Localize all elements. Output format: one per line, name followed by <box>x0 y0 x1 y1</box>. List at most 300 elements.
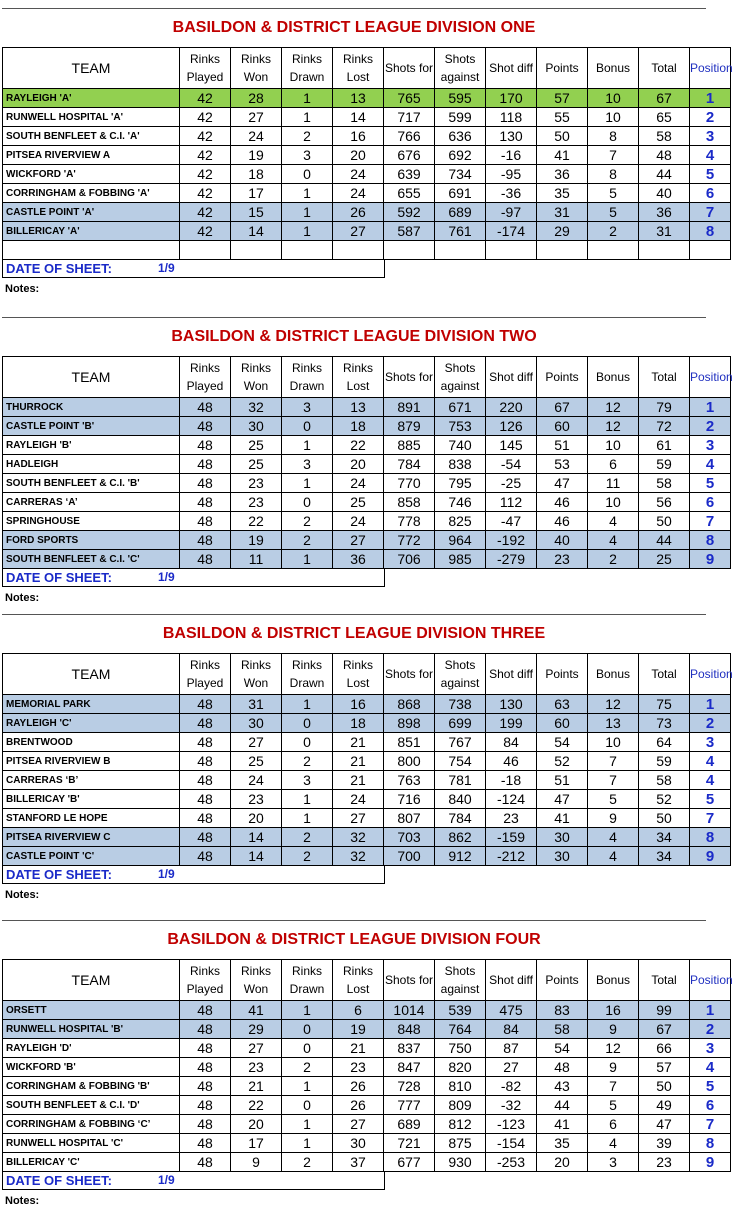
won-cell: 24 <box>231 771 282 790</box>
bonus-cell: 10 <box>588 493 639 512</box>
points-cell: 23 <box>537 550 588 569</box>
bonus-cell: 4 <box>588 847 639 866</box>
drawn-cell: 1 <box>282 1134 333 1153</box>
header-row <box>3 357 731 398</box>
date-of-sheet-label: DATE OF SHEET: <box>6 867 112 882</box>
drawn-cell: 3 <box>282 146 333 165</box>
table-row <box>3 89 731 108</box>
total-cell: 72 <box>639 417 690 436</box>
won-cell: 21 <box>231 1077 282 1096</box>
won-cell: 17 <box>231 184 282 203</box>
team-name-cell: FORD SPORTS <box>3 531 180 550</box>
position-cell: 2 <box>690 108 731 127</box>
diff-cell: -16 <box>486 146 537 165</box>
position-cell: 6 <box>690 1096 731 1115</box>
division-section <box>2 920 733 1214</box>
played-cell: 48 <box>180 474 231 493</box>
table-row <box>3 512 731 531</box>
header-points: Points <box>537 960 588 1001</box>
standings-table <box>2 959 731 1172</box>
lost-cell: 32 <box>333 847 384 866</box>
bonus-cell: 5 <box>588 203 639 222</box>
total-cell: 34 <box>639 847 690 866</box>
won-cell: 14 <box>231 847 282 866</box>
lost-cell: 22 <box>333 436 384 455</box>
diff-cell: 27 <box>486 1058 537 1077</box>
bonus-cell: 12 <box>588 1039 639 1058</box>
won-cell: 23 <box>231 493 282 512</box>
header-team: TEAM <box>3 357 180 398</box>
sagainst-cell: 781 <box>435 771 486 790</box>
won-cell: 20 <box>231 1115 282 1134</box>
bonus-cell: 10 <box>588 436 639 455</box>
sagainst-cell: 930 <box>435 1153 486 1172</box>
team-name-cell: RAYLEIGH 'B' <box>3 436 180 455</box>
lost-cell: 19 <box>333 1020 384 1039</box>
diff-cell: -279 <box>486 550 537 569</box>
played-cell: 48 <box>180 752 231 771</box>
header-rinks-drawn: Rinks Drawn <box>282 357 333 398</box>
played-cell: 48 <box>180 809 231 828</box>
sfor-cell: 837 <box>384 1039 435 1058</box>
total-cell: 75 <box>639 695 690 714</box>
header-rinks-drawn: Rinks Drawn <box>282 48 333 89</box>
total-cell: 58 <box>639 127 690 146</box>
division-title: BASILDON & DISTRICT LEAGUE DIVISION FOUR <box>167 931 541 948</box>
total-cell: 50 <box>639 1077 690 1096</box>
sagainst-cell: 795 <box>435 474 486 493</box>
sfor-cell: 763 <box>384 771 435 790</box>
table-row <box>3 1039 731 1058</box>
header-shots-for: Shots for <box>384 960 435 1001</box>
header-rinks-lost: Rinks Lost <box>333 960 384 1001</box>
notes-label: Notes: <box>5 889 40 901</box>
sagainst-cell: 812 <box>435 1115 486 1134</box>
won-cell: 19 <box>231 531 282 550</box>
total-cell: 47 <box>639 1115 690 1134</box>
won-cell: 30 <box>231 417 282 436</box>
sagainst-cell: 692 <box>435 146 486 165</box>
total-cell: 36 <box>639 203 690 222</box>
header-total: Total <box>639 48 690 89</box>
sfor-cell: 847 <box>384 1058 435 1077</box>
points-cell: 41 <box>537 809 588 828</box>
diff-cell: 220 <box>486 398 537 417</box>
lost-cell: 27 <box>333 1115 384 1134</box>
header-total: Total <box>639 960 690 1001</box>
sagainst-cell: 825 <box>435 512 486 531</box>
total-cell: 79 <box>639 398 690 417</box>
blank-cell <box>690 241 731 260</box>
played-cell: 48 <box>180 695 231 714</box>
lost-cell: 27 <box>333 809 384 828</box>
total-cell: 31 <box>639 222 690 241</box>
played-cell: 48 <box>180 1058 231 1077</box>
sagainst-cell: 810 <box>435 1077 486 1096</box>
header-shots-for: Shots for <box>384 654 435 695</box>
bonus-cell: 16 <box>588 1001 639 1020</box>
header-row <box>3 960 731 1001</box>
sfor-cell: 676 <box>384 146 435 165</box>
standings-table <box>2 47 731 260</box>
points-cell: 83 <box>537 1001 588 1020</box>
diff-cell: 112 <box>486 493 537 512</box>
drawn-cell: 1 <box>282 1001 333 1020</box>
sfor-cell: 777 <box>384 1096 435 1115</box>
standings-table <box>2 356 731 569</box>
bonus-cell: 4 <box>588 512 639 531</box>
won-cell: 27 <box>231 733 282 752</box>
bonus-cell: 7 <box>588 146 639 165</box>
drawn-cell: 2 <box>282 847 333 866</box>
table-row <box>3 828 731 847</box>
diff-cell: -174 <box>486 222 537 241</box>
won-cell: 15 <box>231 203 282 222</box>
sagainst-cell: 689 <box>435 203 486 222</box>
position-cell: 6 <box>690 184 731 203</box>
position-cell: 3 <box>690 436 731 455</box>
header-rinks-lost: Rinks Lost <box>333 654 384 695</box>
date-of-sheet-value: 1/9 <box>158 570 175 584</box>
drawn-cell: 1 <box>282 1115 333 1134</box>
played-cell: 48 <box>180 733 231 752</box>
won-cell: 11 <box>231 550 282 569</box>
points-cell: 30 <box>537 847 588 866</box>
played-cell: 48 <box>180 1153 231 1172</box>
team-name-cell: STANFORD LE HOPE <box>3 809 180 828</box>
sfor-cell: 639 <box>384 165 435 184</box>
header-position: Position <box>690 654 731 695</box>
diff-cell: -124 <box>486 790 537 809</box>
header-bonus: Bonus <box>588 654 639 695</box>
played-cell: 48 <box>180 1077 231 1096</box>
position-cell: 7 <box>690 809 731 828</box>
won-cell: 14 <box>231 828 282 847</box>
sagainst-cell: 753 <box>435 417 486 436</box>
table-row <box>3 847 731 866</box>
team-name-cell: PITSEA RIVERVIEW B <box>3 752 180 771</box>
date-of-sheet-row <box>2 260 385 278</box>
sfor-cell: 807 <box>384 809 435 828</box>
drawn-cell: 1 <box>282 550 333 569</box>
header-points: Points <box>537 48 588 89</box>
drawn-cell: 0 <box>282 493 333 512</box>
team-name-cell: RUNWELL HOSPITAL 'B' <box>3 1020 180 1039</box>
sagainst-cell: 738 <box>435 695 486 714</box>
table-row <box>3 398 731 417</box>
table-row <box>3 417 731 436</box>
header-shot-diff: Shot diff <box>486 654 537 695</box>
sfor-cell: 898 <box>384 714 435 733</box>
lost-cell: 21 <box>333 752 384 771</box>
table-row <box>3 790 731 809</box>
team-name-cell: PITSEA RIVERVIEW C <box>3 828 180 847</box>
position-cell: 4 <box>690 1058 731 1077</box>
header-rinks-played: Rinks Played <box>180 48 231 89</box>
drawn-cell: 1 <box>282 474 333 493</box>
drawn-cell: 1 <box>282 89 333 108</box>
sagainst-cell: 985 <box>435 550 486 569</box>
bonus-cell: 11 <box>588 474 639 493</box>
points-cell: 60 <box>537 417 588 436</box>
table-row <box>3 1020 731 1039</box>
notes-label: Notes: <box>5 283 40 295</box>
diff-cell: -82 <box>486 1077 537 1096</box>
played-cell: 42 <box>180 127 231 146</box>
team-name-cell: RAYLEIGH 'D' <box>3 1039 180 1058</box>
team-name-cell: RUNWELL HOSPITAL 'C' <box>3 1134 180 1153</box>
header-position: Position <box>690 357 731 398</box>
sagainst-cell: 599 <box>435 108 486 127</box>
team-name-cell: PITSEA RIVERVIEW A <box>3 146 180 165</box>
points-cell: 57 <box>537 89 588 108</box>
lost-cell: 20 <box>333 455 384 474</box>
played-cell: 48 <box>180 790 231 809</box>
lost-cell: 37 <box>333 1153 384 1172</box>
played-cell: 42 <box>180 89 231 108</box>
total-cell: 58 <box>639 474 690 493</box>
date-of-sheet-value: 1/9 <box>158 261 175 275</box>
sfor-cell: 703 <box>384 828 435 847</box>
played-cell: 42 <box>180 184 231 203</box>
played-cell: 48 <box>180 550 231 569</box>
total-cell: 34 <box>639 828 690 847</box>
sfor-cell: 885 <box>384 436 435 455</box>
header-rinks-played: Rinks Played <box>180 960 231 1001</box>
played-cell: 48 <box>180 436 231 455</box>
sagainst-cell: 820 <box>435 1058 486 1077</box>
standings-table <box>2 653 731 866</box>
points-cell: 52 <box>537 752 588 771</box>
team-name-cell: SOUTH BENFLEET & C.I. 'A' <box>3 127 180 146</box>
bonus-cell: 6 <box>588 1115 639 1134</box>
played-cell: 42 <box>180 203 231 222</box>
table-row <box>3 1001 731 1020</box>
total-cell: 61 <box>639 436 690 455</box>
header-rinks-played: Rinks Played <box>180 357 231 398</box>
drawn-cell: 1 <box>282 108 333 127</box>
position-cell: 5 <box>690 474 731 493</box>
won-cell: 27 <box>231 108 282 127</box>
won-cell: 25 <box>231 752 282 771</box>
header-rinks-drawn: Rinks Drawn <box>282 960 333 1001</box>
table-row <box>3 436 731 455</box>
position-cell: 4 <box>690 455 731 474</box>
diff-cell: -36 <box>486 184 537 203</box>
sfor-cell: 778 <box>384 512 435 531</box>
won-cell: 32 <box>231 398 282 417</box>
played-cell: 48 <box>180 398 231 417</box>
header-points: Points <box>537 654 588 695</box>
lost-cell: 13 <box>333 89 384 108</box>
position-cell: 3 <box>690 127 731 146</box>
diff-cell: 46 <box>486 752 537 771</box>
won-cell: 27 <box>231 1039 282 1058</box>
header-rinks-won: Rinks Won <box>231 960 282 1001</box>
table-row <box>3 203 731 222</box>
played-cell: 42 <box>180 165 231 184</box>
header-bonus: Bonus <box>588 960 639 1001</box>
table-row <box>3 1153 731 1172</box>
total-cell: 48 <box>639 146 690 165</box>
diff-cell: -47 <box>486 512 537 531</box>
header-shots-against: Shots against <box>435 960 486 1001</box>
played-cell: 48 <box>180 714 231 733</box>
team-name-cell: SPRINGHOUSE <box>3 512 180 531</box>
header-shots-against: Shots against <box>435 654 486 695</box>
lost-cell: 24 <box>333 790 384 809</box>
lost-cell: 36 <box>333 550 384 569</box>
blank-cell <box>3 241 180 260</box>
diff-cell: -97 <box>486 203 537 222</box>
drawn-cell: 3 <box>282 455 333 474</box>
total-cell: 58 <box>639 771 690 790</box>
bonus-cell: 12 <box>588 417 639 436</box>
points-cell: 67 <box>537 398 588 417</box>
position-cell: 5 <box>690 790 731 809</box>
date-of-sheet-row <box>2 866 385 884</box>
diff-cell: -192 <box>486 531 537 550</box>
points-cell: 31 <box>537 203 588 222</box>
lost-cell: 20 <box>333 146 384 165</box>
position-cell: 8 <box>690 828 731 847</box>
sfor-cell: 800 <box>384 752 435 771</box>
points-cell: 46 <box>537 493 588 512</box>
table-row <box>3 222 731 241</box>
table-row <box>3 493 731 512</box>
header-bonus: Bonus <box>588 48 639 89</box>
table-row <box>3 531 731 550</box>
points-cell: 44 <box>537 1096 588 1115</box>
total-cell: 66 <box>639 1039 690 1058</box>
position-cell: 7 <box>690 512 731 531</box>
sfor-cell: 858 <box>384 493 435 512</box>
points-cell: 51 <box>537 436 588 455</box>
played-cell: 48 <box>180 1020 231 1039</box>
lost-cell: 13 <box>333 398 384 417</box>
total-cell: 50 <box>639 512 690 531</box>
position-cell: 8 <box>690 1134 731 1153</box>
points-cell: 60 <box>537 714 588 733</box>
header-row <box>3 48 731 89</box>
header-rinks-lost: Rinks Lost <box>333 48 384 89</box>
diff-cell: -212 <box>486 847 537 866</box>
sagainst-cell: 750 <box>435 1039 486 1058</box>
blank-cell <box>435 241 486 260</box>
bonus-cell: 9 <box>588 809 639 828</box>
won-cell: 24 <box>231 127 282 146</box>
lost-cell: 24 <box>333 165 384 184</box>
drawn-cell: 2 <box>282 127 333 146</box>
bonus-cell: 8 <box>588 127 639 146</box>
blank-cell <box>537 241 588 260</box>
bonus-cell: 9 <box>588 1020 639 1039</box>
sfor-cell: 891 <box>384 398 435 417</box>
team-name-cell: CORRINGHAM & FOBBING 'A' <box>3 184 180 203</box>
sagainst-cell: 754 <box>435 752 486 771</box>
drawn-cell: 2 <box>282 828 333 847</box>
sagainst-cell: 740 <box>435 436 486 455</box>
diff-cell: 118 <box>486 108 537 127</box>
position-cell: 4 <box>690 771 731 790</box>
date-of-sheet-label: DATE OF SHEET: <box>6 261 112 276</box>
lost-cell: 14 <box>333 108 384 127</box>
sagainst-cell: 838 <box>435 455 486 474</box>
diff-cell: -18 <box>486 771 537 790</box>
bonus-cell: 4 <box>588 1134 639 1153</box>
points-cell: 54 <box>537 1039 588 1058</box>
lost-cell: 24 <box>333 184 384 203</box>
team-name-cell: RAYLEIGH 'A' <box>3 89 180 108</box>
header-shots-for: Shots for <box>384 48 435 89</box>
notes-label: Notes: <box>5 592 40 604</box>
played-cell: 48 <box>180 512 231 531</box>
lost-cell: 27 <box>333 531 384 550</box>
header-team: TEAM <box>3 48 180 89</box>
sfor-cell: 587 <box>384 222 435 241</box>
sfor-cell: 879 <box>384 417 435 436</box>
date-of-sheet-row <box>2 1172 385 1190</box>
header-rinks-played: Rinks Played <box>180 654 231 695</box>
lost-cell: 21 <box>333 733 384 752</box>
date-of-sheet-label: DATE OF SHEET: <box>6 570 112 585</box>
sfor-cell: 592 <box>384 203 435 222</box>
header-bonus: Bonus <box>588 357 639 398</box>
position-cell: 2 <box>690 1020 731 1039</box>
header-rinks-won: Rinks Won <box>231 654 282 695</box>
played-cell: 48 <box>180 828 231 847</box>
sagainst-cell: 912 <box>435 847 486 866</box>
drawn-cell: 1 <box>282 222 333 241</box>
sfor-cell: 677 <box>384 1153 435 1172</box>
diff-cell: -54 <box>486 455 537 474</box>
table-row <box>3 1077 731 1096</box>
position-cell: 6 <box>690 493 731 512</box>
header-points: Points <box>537 357 588 398</box>
total-cell: 49 <box>639 1096 690 1115</box>
sagainst-cell: 767 <box>435 733 486 752</box>
diff-cell: 126 <box>486 417 537 436</box>
diff-cell: 145 <box>486 436 537 455</box>
drawn-cell: 2 <box>282 1153 333 1172</box>
played-cell: 42 <box>180 222 231 241</box>
won-cell: 20 <box>231 809 282 828</box>
position-cell: 4 <box>690 146 731 165</box>
won-cell: 25 <box>231 455 282 474</box>
diff-cell: -95 <box>486 165 537 184</box>
drawn-cell: 1 <box>282 1077 333 1096</box>
blank-cell <box>282 241 333 260</box>
division-section <box>2 614 733 908</box>
diff-cell: -253 <box>486 1153 537 1172</box>
sagainst-cell: 734 <box>435 165 486 184</box>
sagainst-cell: 746 <box>435 493 486 512</box>
diff-cell: 170 <box>486 89 537 108</box>
table-row <box>3 550 731 569</box>
sagainst-cell: 699 <box>435 714 486 733</box>
header-team: TEAM <box>3 654 180 695</box>
bonus-cell: 7 <box>588 1077 639 1096</box>
bonus-cell: 6 <box>588 455 639 474</box>
header-rinks-won: Rinks Won <box>231 357 282 398</box>
sfor-cell: 765 <box>384 89 435 108</box>
team-name-cell: RUNWELL HOSPITAL 'A' <box>3 108 180 127</box>
division-title: BASILDON & DISTRICT LEAGUE DIVISION THREE <box>162 625 546 642</box>
lost-cell: 30 <box>333 1134 384 1153</box>
notes-label: Notes: <box>5 1195 40 1207</box>
team-name-cell: WICKFORD 'A' <box>3 165 180 184</box>
lost-cell: 24 <box>333 512 384 531</box>
